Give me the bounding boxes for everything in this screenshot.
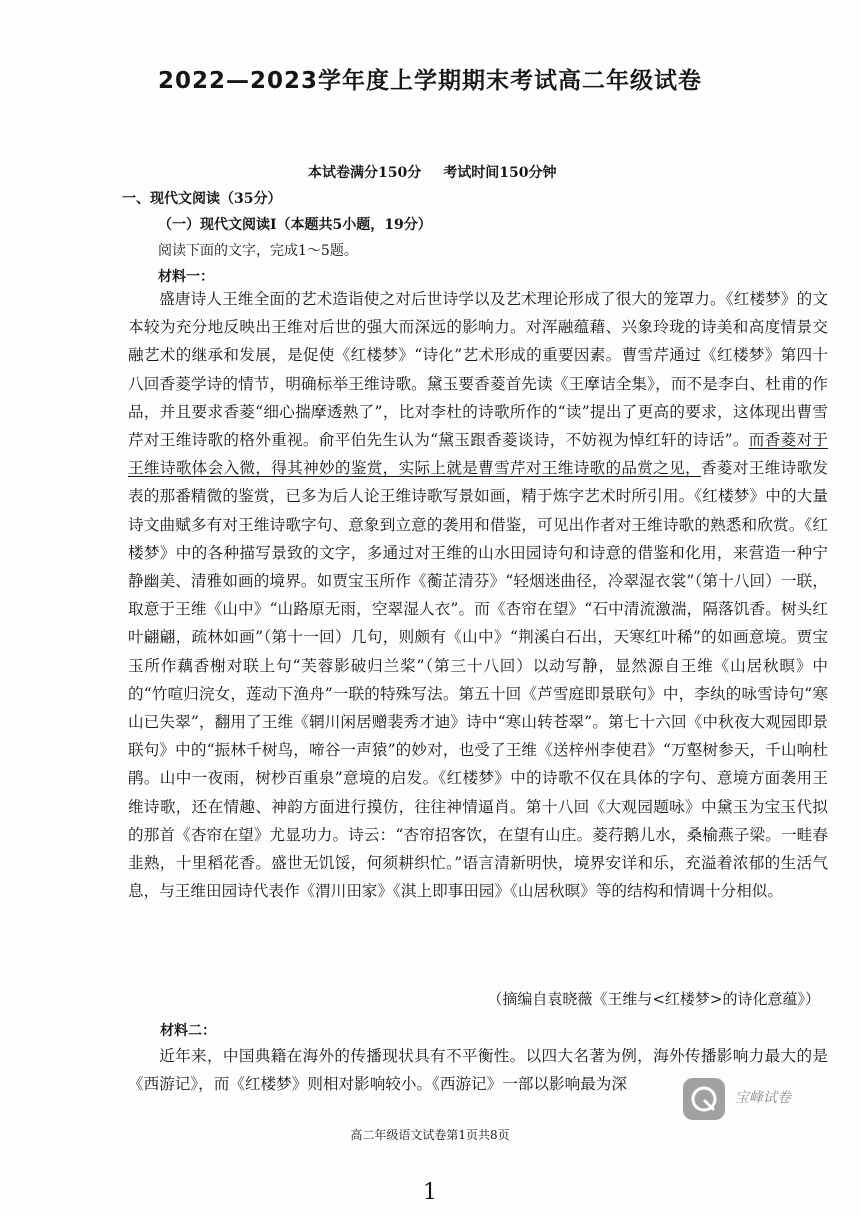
watermark xyxy=(683,1078,843,1124)
exam-info xyxy=(308,162,556,182)
page-footer: 高二年级语文试卷第1页共8页 xyxy=(350,1128,510,1142)
material1-label: 材料一： xyxy=(158,269,214,285)
exam-time-info: 考试时间150分钟 xyxy=(443,165,557,181)
instruction-text: 阅读下面的文字，完成1～5题。 xyxy=(158,243,358,259)
page-number: 1 xyxy=(423,1180,437,1205)
material1-text-start: 盛唐诗人王维全面的艺术造诣使之对后世诗学以及艺术理论形成了很大的笼罩力。《红楼梦》的文本较为充分地反映出王维对后世的强大而深远的影响力。对浑融蕴藉、兴象玲珑的诗美和高度情景交融艺术的继承和发展，是促使《红楼梦》“诗化”艺术形成的重要因素。曹雪芹通过《红楼梦》第四十八回香菱学诗的情节，明确标举王维诗歌。黛玉要香菱首先读《王摩诘全集》，而不是李白、杜甫的作品，并且要求香菱“细心揣摩透熟了”，比对李杜的诗歌所作的“读”提出了更高的要求，这体现出曹雪芹对王维诗歌的格外重视。俞平伯先生认为“黛玉跟香菱谈诗，不妨视为悼红轩的诗话”。 xyxy=(128,290,828,450)
watermark-text: 宝峰试卷 xyxy=(735,1090,791,1106)
material1-text-end: 香菱对王维诗歌发表的那番精微的鉴赏，已多为后人论王维诗歌写景如画，精于炼字艺术时所引用。《红楼梦》中的大量诗文曲赋多有对王维诗歌字句、意象到立意的袭用和借鉴，可见出作者对王维诗歌的熟悉和欣赏。《红楼梦》中的各种描写景致的文字，多通过对王维的山水田园诗句和诗意的借鉴和化用，来营造一种宁静幽美、清雅如画的境界。如贾宝玉所作《蘅芷清芬》“轻烟迷曲径，冷翠湿衣裳”（第十八回）一联，取意于王维《山中》“山路原无雨，空翠湿人衣”。而《杏帘在望》“石中清流激湍，隔落饥香。树头红叶翩翩，疏林如画”（第十一回）几句，则颇有《山中》“荆溪白石出，天寒红叶稀”的如画意境。贾宝玉所作藕香榭对联上句“芙蓉影破归兰桨”（第三十八回）以动写静，显然源自王维《山居秋暝》中的“竹喧归浣女，莲动下渔舟”一联的特殊写法。第五十回《芦雪庭即景联句》中，李纨的咏雪诗句“寒山已失翠”，翻用了王维《辋川闲居赠裴秀才迪》诗中“寒山转苍翠”。第七十六回《中秋夜大观园即景联句》中的“振林千树鸟，啼谷一声猿”的妙对，也受了王维《送梓州李使君》“万壑树参天，千山响杜鹃。山中一夜雨，树杪百重泉”意境的启发。《红楼梦》中的诗歌不仅在具体的字句、意境方面袭用王维诗歌，还在情趣、神韵方面进行摸仿，往往神情逼肖。第十八回《大观园题咏》中黛玉为宝玉代拟的那首《杏帘在望》尤显功力。诗云：“杏帘招客饮，在望有山庄。菱荇鹅儿水，桑榆燕子梁。一畦春韭熟，十里稻花香。盛世无饥馁，何须耕织忙。”语言清新明快，境界安详和乐，充溢着浓郁的生活气息，与王维田园诗代表作《渭川田家》《淇上即事田园》《山居秋暝》等的结构和情调十分相似。 xyxy=(128,459,828,901)
watermark-glyph-icon xyxy=(689,1084,719,1114)
sub-heading: （一）现代文阅读Ⅰ（本题共5小题，19分） xyxy=(158,217,432,233)
exam-title: 2022—2023学年度上学期期末考试高二年级试卷 xyxy=(157,68,703,94)
exam-score-info: 本试卷满分150分 xyxy=(308,165,422,181)
underlined-sentence: 而香菱对于王维诗歌体会入微，得其神妙的鉴赏，实际上就是曹雪芹对王维诗歌的品赏之见， xyxy=(128,431,828,478)
section-heading: 一、现代文阅读（35分） xyxy=(122,191,282,207)
material2-label: 材料二： xyxy=(160,1023,216,1039)
material1-paragraph xyxy=(128,285,828,905)
watermark-logo-icon xyxy=(683,1078,725,1120)
material1-source: （摘编自袁晓薇《王维与<红楼梦>的诗化意蕴》） xyxy=(487,990,820,1008)
material2-paragraph: 近年来，中国典籍在海外的传播现状具有不平衡性。以四大名著为例，海外传播影响力最大的是《西游记》，而《红楼梦》则相对影响较小。《西游记》一部以影响最为深 xyxy=(128,1047,828,1094)
